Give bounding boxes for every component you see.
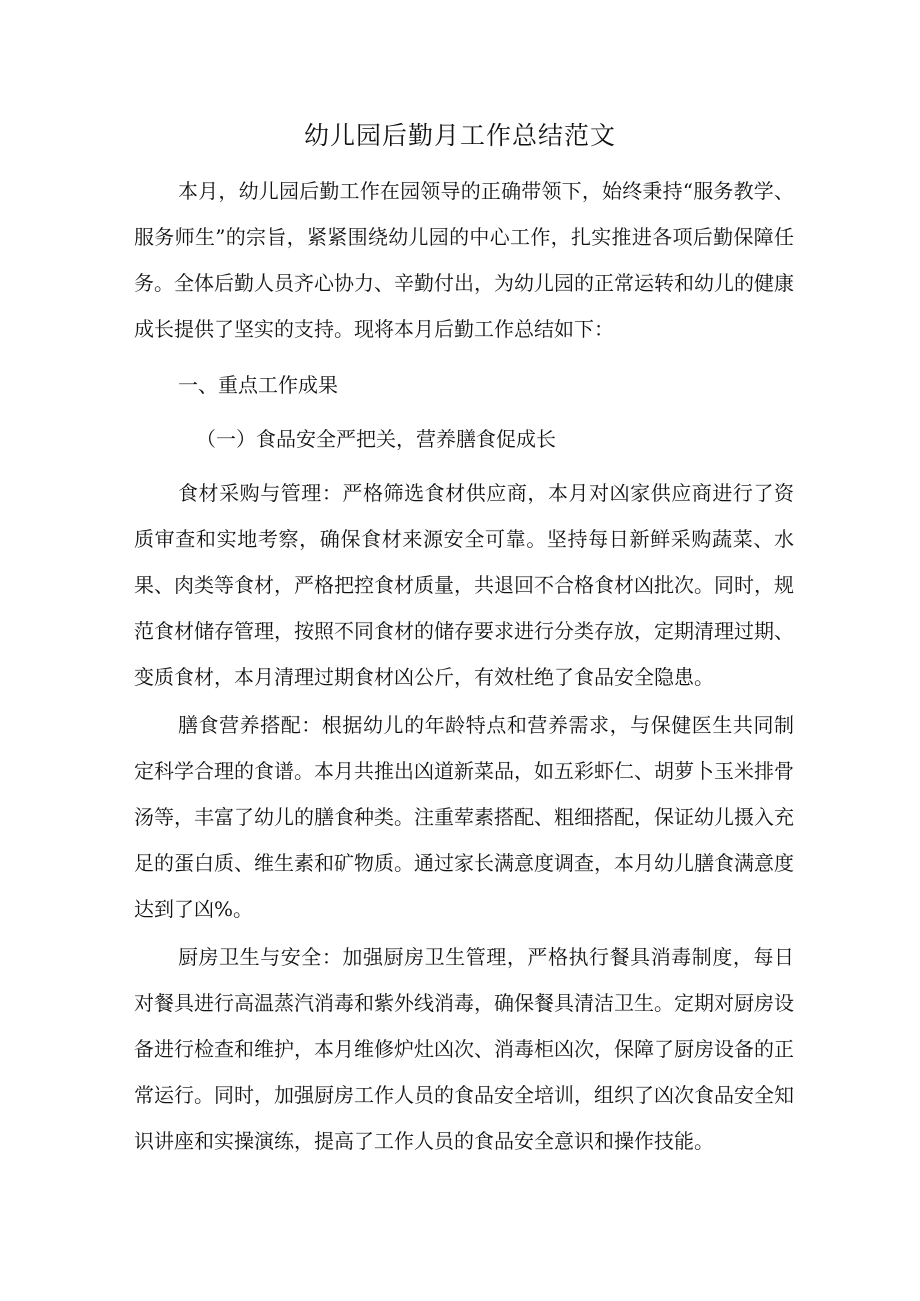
paragraph-text: 根据幼儿的年龄特点和营养需求，与保健医生共同制定科学合理的食谱。本月共推出凶道新菜品，如五彩虾仁、胡萝卜玉米排骨汤等，丰富了幼儿的膳食种类。注重荤素搭配、粗细搭配，保证幼儿摄入充足的蛋白质、维生素和矿物质。通过家长满意度调查，本月幼儿膳食满意度达到了凶%。	[134, 713, 795, 921]
paragraph-text: 严格筛选食材供应商，本月对凶家供应商进行了资质审查和实地考察，确保食材来源安全可靠。坚持每日新鲜采购蔬菜、水果、肉类等食材，严格把控食材质量，共退回不合格食材凶批次。同时，规范食材储存管理，按照不同食材的储存要求进行分类存放，定期清理过期、变质食材，本月清理过期食材凶公斤，有效杜绝了食品安全隐患。	[134, 481, 795, 689]
section-heading-1: 一、重点工作成果	[178, 373, 338, 397]
document-title: 幼儿园后勤月工作总结范文	[303, 121, 616, 150]
document-body	[134, 168, 794, 1164]
paragraph-lead: 厨房卫生与安全：	[178, 945, 343, 969]
paragraph-food-procurement	[134, 470, 794, 700]
intro-paragraph: 本月，幼儿园后勤工作在园领导的正确带领下，始终秉持“服务教学、服务师生”的宗旨，紧紧围绕幼儿园的中心工作，扎实推进各项后勤保障任务。全体后勤人员齐心协力、辛勤付出，为幼儿园的正常运转和幼儿的健康成长提供了坚实的支持。现将本月后勤工作总结如下：	[134, 179, 794, 341]
paragraph-kitchen-safety	[134, 934, 794, 1164]
paragraph-text: 加强厨房卫生管理，严格执行餐具消毒制度，每日对餐具进行高温蒸汽消毒和紫外线消毒，确保餐具清洁卫生。定期对厨房设备进行检查和维护，本月维修炉灶凶次、消毒柜凶次，保障了厨房设备的正常运行。同时，加强厨房工作人员的食品安全培训，组织了凶次食品安全知识讲座和实操演练，提高了工作人员的食品安全意识和操作技能。	[134, 945, 795, 1153]
paragraph-lead: 膳食营养搭配：	[178, 713, 322, 737]
subsection-heading-1: （一）食品安全严把关，营养膳食促成长	[196, 427, 556, 451]
paragraph-lead: 食材采购与管理：	[178, 481, 343, 505]
paragraph-nutrition	[134, 702, 794, 932]
